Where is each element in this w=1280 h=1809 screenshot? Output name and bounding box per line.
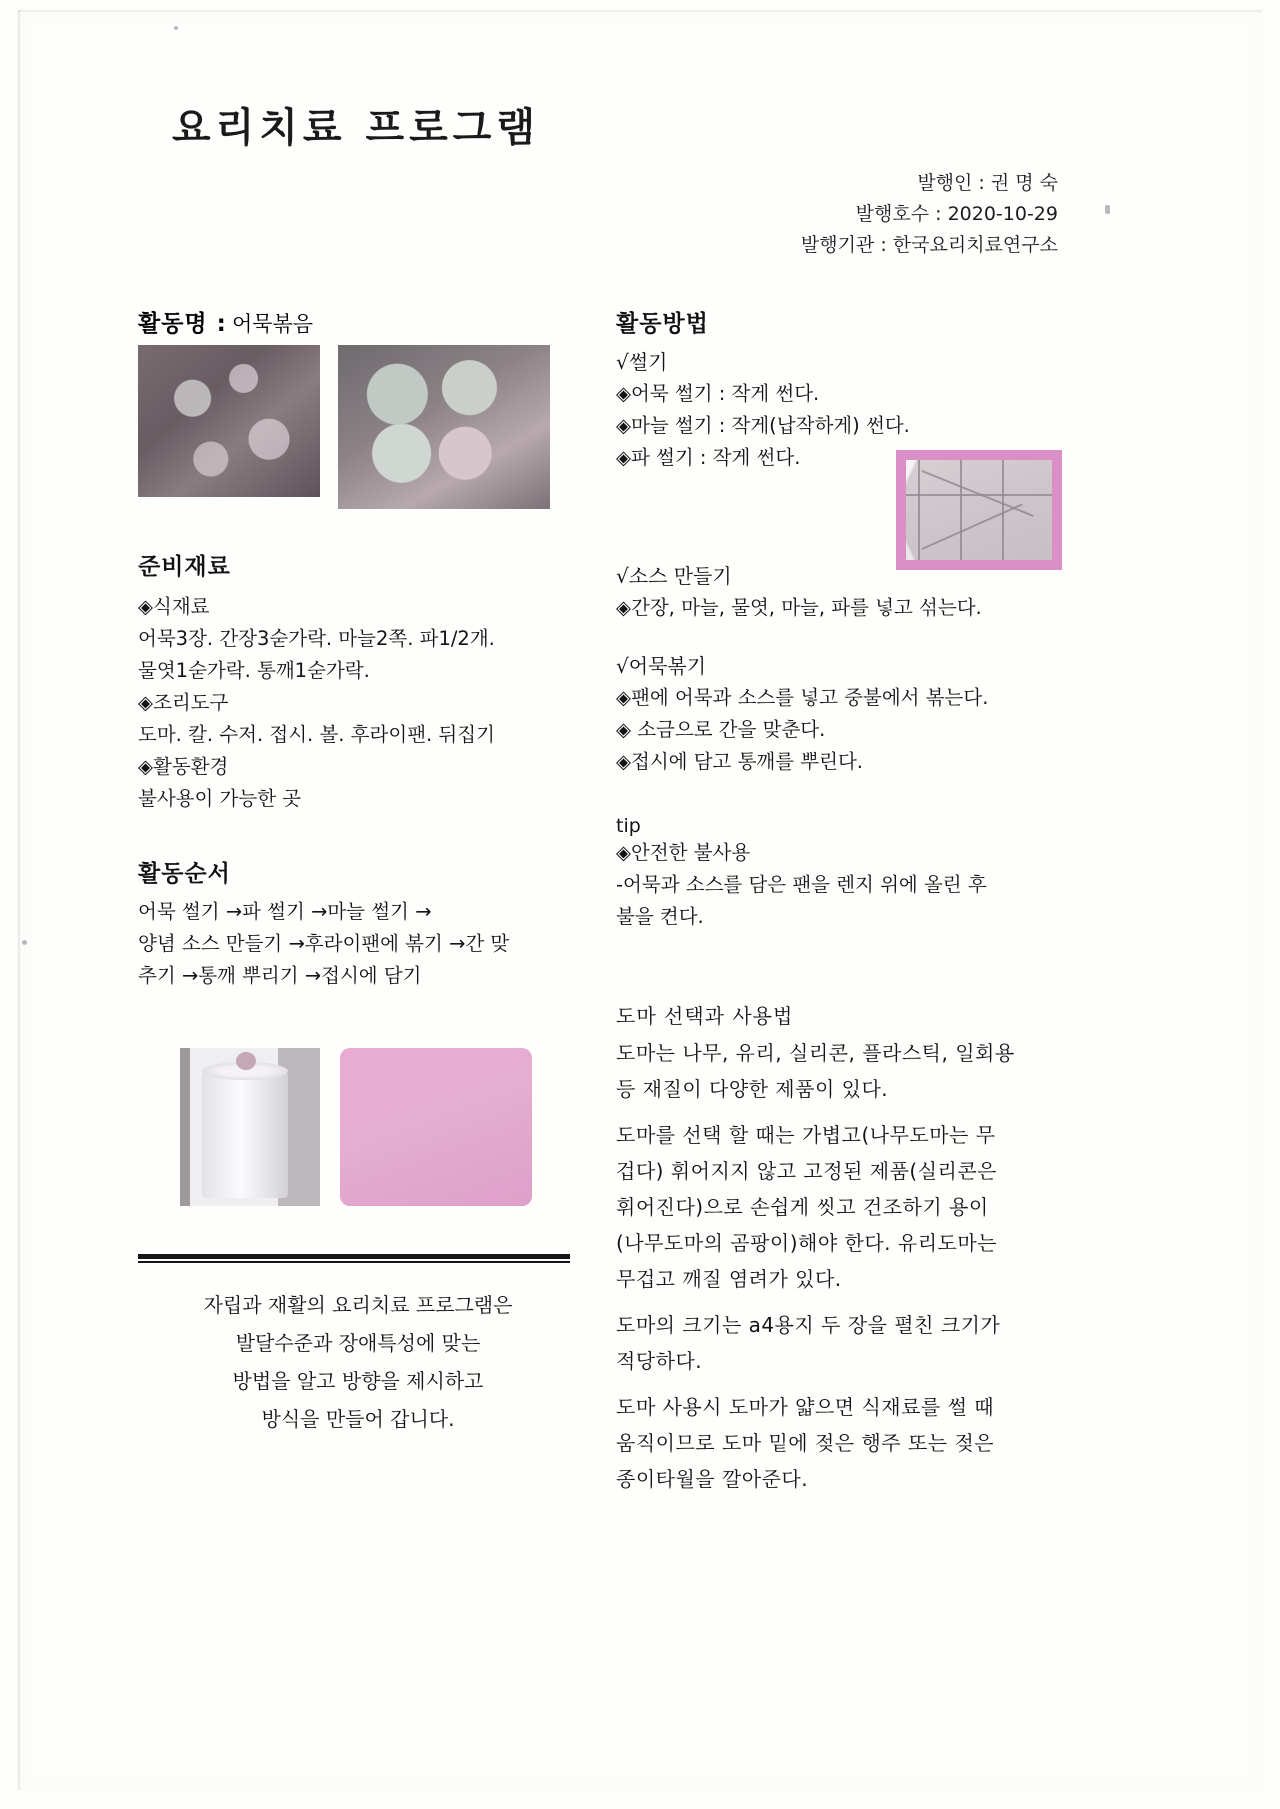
board-note-line: 도마의 크기는 a4용지 두 장을 펼친 크기가 xyxy=(616,1313,1001,1337)
scan-speck xyxy=(1105,205,1110,214)
board-note-line: 종이타월을 깔아준다. xyxy=(616,1467,809,1491)
method-heading: 활동방법 xyxy=(616,311,709,337)
scan-speck xyxy=(174,26,178,30)
prep-item: 도마. 칼. 수저. 접시. 볼. 후라이팬. 뒤집기 xyxy=(138,723,495,746)
method-group-check: √썰기 xyxy=(616,350,668,374)
board-note-line: 도마는 나무, 유리, 실리콘, 플라스틱, 일회용 xyxy=(616,1041,1015,1065)
order-line: 추기 →통깨 뿌리기 →접시에 담기 xyxy=(138,964,422,987)
board-note-line: 등 재질이 다양한 제품이 있다. xyxy=(616,1077,889,1101)
prep-item: ◈조리도구 xyxy=(138,691,229,714)
activity-name xyxy=(138,305,313,338)
tip-line: ◈안전한 불사용 xyxy=(616,841,751,864)
prep-section xyxy=(138,548,608,815)
slogan-line: 방법을 알고 방향을 제시하고 xyxy=(232,1369,484,1393)
photo-ingredient-bowls xyxy=(338,345,550,509)
prep-item: 어묵3장. 간장3숟가락. 마늘2쪽. 파1/2개. xyxy=(138,627,495,650)
prep-heading: 준비재료 xyxy=(138,554,231,580)
prep-item: ◈식재료 xyxy=(138,595,210,618)
roll-core xyxy=(236,1052,256,1070)
board-note-paragraph xyxy=(616,1389,1066,1497)
board-note-title: 도마 선택과 사용법 xyxy=(616,1004,794,1028)
paper-edge-top xyxy=(18,10,1262,13)
order-section xyxy=(138,855,608,992)
method-group xyxy=(616,650,1086,778)
masthead-organization: 발행기관 : 한국요리치료연구소 xyxy=(800,234,1058,256)
order-line: 양념 소스 만들기 →후라이팬에 볶기 →간 맞 xyxy=(138,932,510,955)
method-group-check: √어묵볶기 xyxy=(616,654,707,678)
method-line: ◈팬에 어묵과 소스를 넣고 중불에서 볶는다. xyxy=(616,686,989,709)
board-note-line: 무겁고 깨질 염려가 있다. xyxy=(616,1267,842,1291)
prep-item: ◈활동환경 xyxy=(138,755,229,778)
method-line: ◈마늘 썰기 : 작게(납작하게) 썬다. xyxy=(616,414,910,437)
board-note-paragraph xyxy=(616,1035,1066,1107)
order-line: 어묵 썰기 →파 썰기 →마늘 썰기 → xyxy=(138,900,432,923)
method-group-check: √소스 만들기 xyxy=(616,564,732,588)
photo-pink-cutting-board xyxy=(340,1048,532,1206)
footer-divider xyxy=(138,1254,570,1263)
method-line: ◈접시에 담고 통깨를 뿌린다. xyxy=(616,750,863,773)
tip-heading: tip xyxy=(616,815,641,837)
method-line: ◈간장, 마늘, 물엿, 마늘, 파를 넣고 섞는다. xyxy=(616,596,982,619)
page-title: 요리치료 프로그램 xyxy=(172,105,541,151)
board-note-line: 움직이므로 도마 밑에 젖은 행주 또는 젖은 xyxy=(616,1431,995,1455)
tip-line: 불을 켠다. xyxy=(616,905,704,928)
activity-name-value: 어묵볶음 xyxy=(231,312,314,336)
tip-section xyxy=(616,815,1086,933)
board-note-line: 도마를 선택 할 때는 가볍고(나무도마는 무 xyxy=(616,1123,996,1147)
method-line: ◈어묵 썰기 : 작게 썬다. xyxy=(616,382,820,405)
slogan xyxy=(138,1286,578,1438)
board-note-line: 도마 사용시 도마가 얇으면 식재료를 썰 때 xyxy=(616,1395,995,1419)
board-note-line: 적당하다. xyxy=(616,1349,703,1373)
board-note-line: 겁다) 휘어지지 않고 고정된 제품(실리콘은 xyxy=(616,1159,997,1183)
method-line: ◈파 썰기 : 작게 썬다. xyxy=(616,446,801,469)
board-note-line: 휘어진다)으로 손쉽게 씻고 건조하기 용이 xyxy=(616,1195,989,1219)
photo-paper-towel-roll xyxy=(180,1048,320,1206)
board-note-paragraph xyxy=(616,1117,1066,1297)
order-heading: 활동순서 xyxy=(138,861,231,887)
slogan-line: 발달수준과 장애특성에 맞는 xyxy=(235,1331,481,1355)
roll-body xyxy=(202,1070,288,1198)
photo-cut-pieces-pink xyxy=(896,450,1062,570)
slogan-line: 자립과 재활의 요리치료 프로그램은 xyxy=(203,1293,513,1317)
masthead-publisher: 발행인 : 권 명 숙 xyxy=(917,172,1058,194)
method-line: ◈ 소금으로 간을 맞춘다. xyxy=(616,718,826,741)
tip-line: -어묵과 소스를 담은 팬을 렌지 위에 올린 후 xyxy=(616,873,987,896)
slogan-line: 방식을 만들어 갑니다. xyxy=(261,1407,455,1431)
activity-name-label: 활동명 : xyxy=(138,311,227,337)
cutting-board-note xyxy=(616,1000,1066,1497)
paper-edge-left xyxy=(18,10,21,1790)
masthead-issue: 발행호수 : 2020-10-29 xyxy=(855,203,1058,225)
scan-speck xyxy=(22,940,27,945)
photo-sliced-fishcake xyxy=(138,345,320,497)
board-note-paragraph xyxy=(616,1307,1066,1379)
board-note-line: (나무도마의 곰팡이)해야 한다. 유리도마는 xyxy=(616,1231,997,1255)
prep-item: 물엿1숟가락. 통깨1숟가락. xyxy=(138,659,370,682)
prep-item: 불사용이 가능한 곳 xyxy=(138,787,302,810)
masthead xyxy=(801,168,1058,261)
